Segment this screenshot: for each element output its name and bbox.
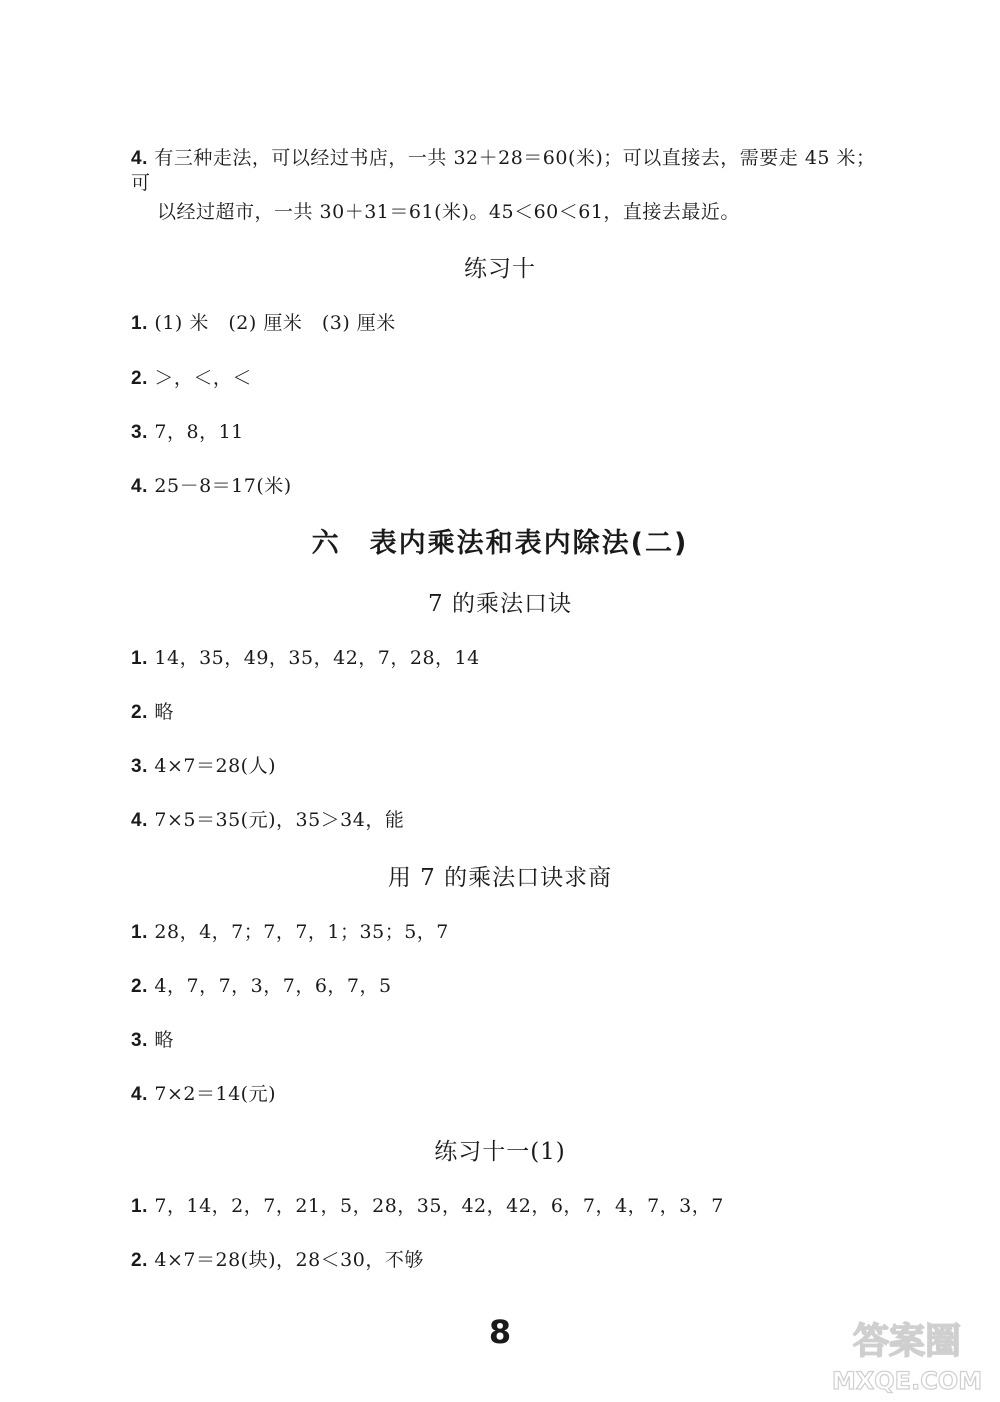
list-item: [131, 700, 174, 725]
item-number: 1.: [131, 313, 148, 334]
page-number: 8: [488, 1313, 512, 1351]
chapter-title: 六 表内乘法和表内除法(二): [311, 528, 689, 559]
list-item: [131, 754, 276, 779]
watermark-logo: [822, 1313, 992, 1395]
list-item: [131, 1082, 276, 1107]
list-item: [131, 311, 396, 336]
item-number: 4.: [131, 1084, 148, 1105]
item-text: 有三种走法，可以经过书店，一共 32＋28＝60(米)；可以直接去，需要走 45 米；可: [131, 147, 876, 194]
watermark-graphic: [822, 1313, 992, 1395]
item-text: 7×5＝35(元)，35＞34，能: [154, 809, 405, 831]
item-text: 4×7＝28(块)，28＜30，不够: [154, 1249, 424, 1271]
item-number: 1.: [131, 1196, 148, 1217]
item-number: 3.: [131, 756, 148, 777]
item-number: 4.: [131, 476, 148, 497]
watermark-bottom-text: MXQE.COM: [831, 1367, 983, 1395]
item-text: ＞，＜，＜: [154, 367, 252, 389]
prev-item-4: [131, 146, 891, 223]
item-text: 7，8，11: [154, 421, 244, 443]
section-title-exercise-10: 练习十: [464, 256, 536, 282]
list-item: [131, 974, 392, 999]
item-number: 3.: [131, 1030, 148, 1051]
list-item: [131, 1194, 724, 1219]
item-number: 1.: [131, 922, 148, 943]
item-text: 7×2＝14(元): [154, 1083, 277, 1105]
item-text: 4×7＝28(人): [154, 755, 277, 777]
item-number: 4.: [131, 810, 148, 831]
item-number: 2.: [131, 368, 148, 389]
item-text-continued: 以经过超市，一共 30＋31＝61(米)。45＜60＜61，直接去最近。: [157, 201, 740, 223]
section-title-seven-table: 7 的乘法口诀: [428, 591, 572, 617]
item-text: (1) 米 (2) 厘米 (3) 厘米: [154, 312, 396, 334]
list-item: [131, 474, 292, 499]
list-item: [131, 920, 449, 945]
list-item: [131, 1248, 424, 1273]
item-number: 2.: [131, 1250, 148, 1271]
list-item: [131, 646, 480, 671]
list-item: [131, 1028, 174, 1053]
item-text: 25－8＝17(米): [154, 475, 292, 497]
item-number: 4.: [131, 148, 148, 169]
item-number: 2.: [131, 976, 148, 997]
item-text: 4，7，7，3，7，6，7，5: [154, 975, 392, 997]
item-text: 28，4，7；7，7，1；35；5，7: [154, 921, 449, 943]
list-item: [131, 366, 252, 391]
item-text: 略: [154, 1029, 174, 1051]
item-text: 7，14，2，7，21，5，28，35，42，42，6，7，4，7，3，7: [154, 1195, 724, 1217]
item-text: 略: [154, 701, 174, 723]
list-item: [131, 808, 404, 833]
section-title-seven-quotient: 用 7 的乘法口诀求商: [387, 865, 613, 891]
item-number: 1.: [131, 648, 148, 669]
list-item: [131, 420, 244, 445]
section-title-exercise-11-1: 练习十一(1): [434, 1139, 566, 1165]
watermark-top-text: 答案圈: [852, 1321, 962, 1362]
item-number: 3.: [131, 422, 148, 443]
item-number: 2.: [131, 702, 148, 723]
item-text: 14，35，49，35，42，7，28，14: [154, 647, 480, 669]
